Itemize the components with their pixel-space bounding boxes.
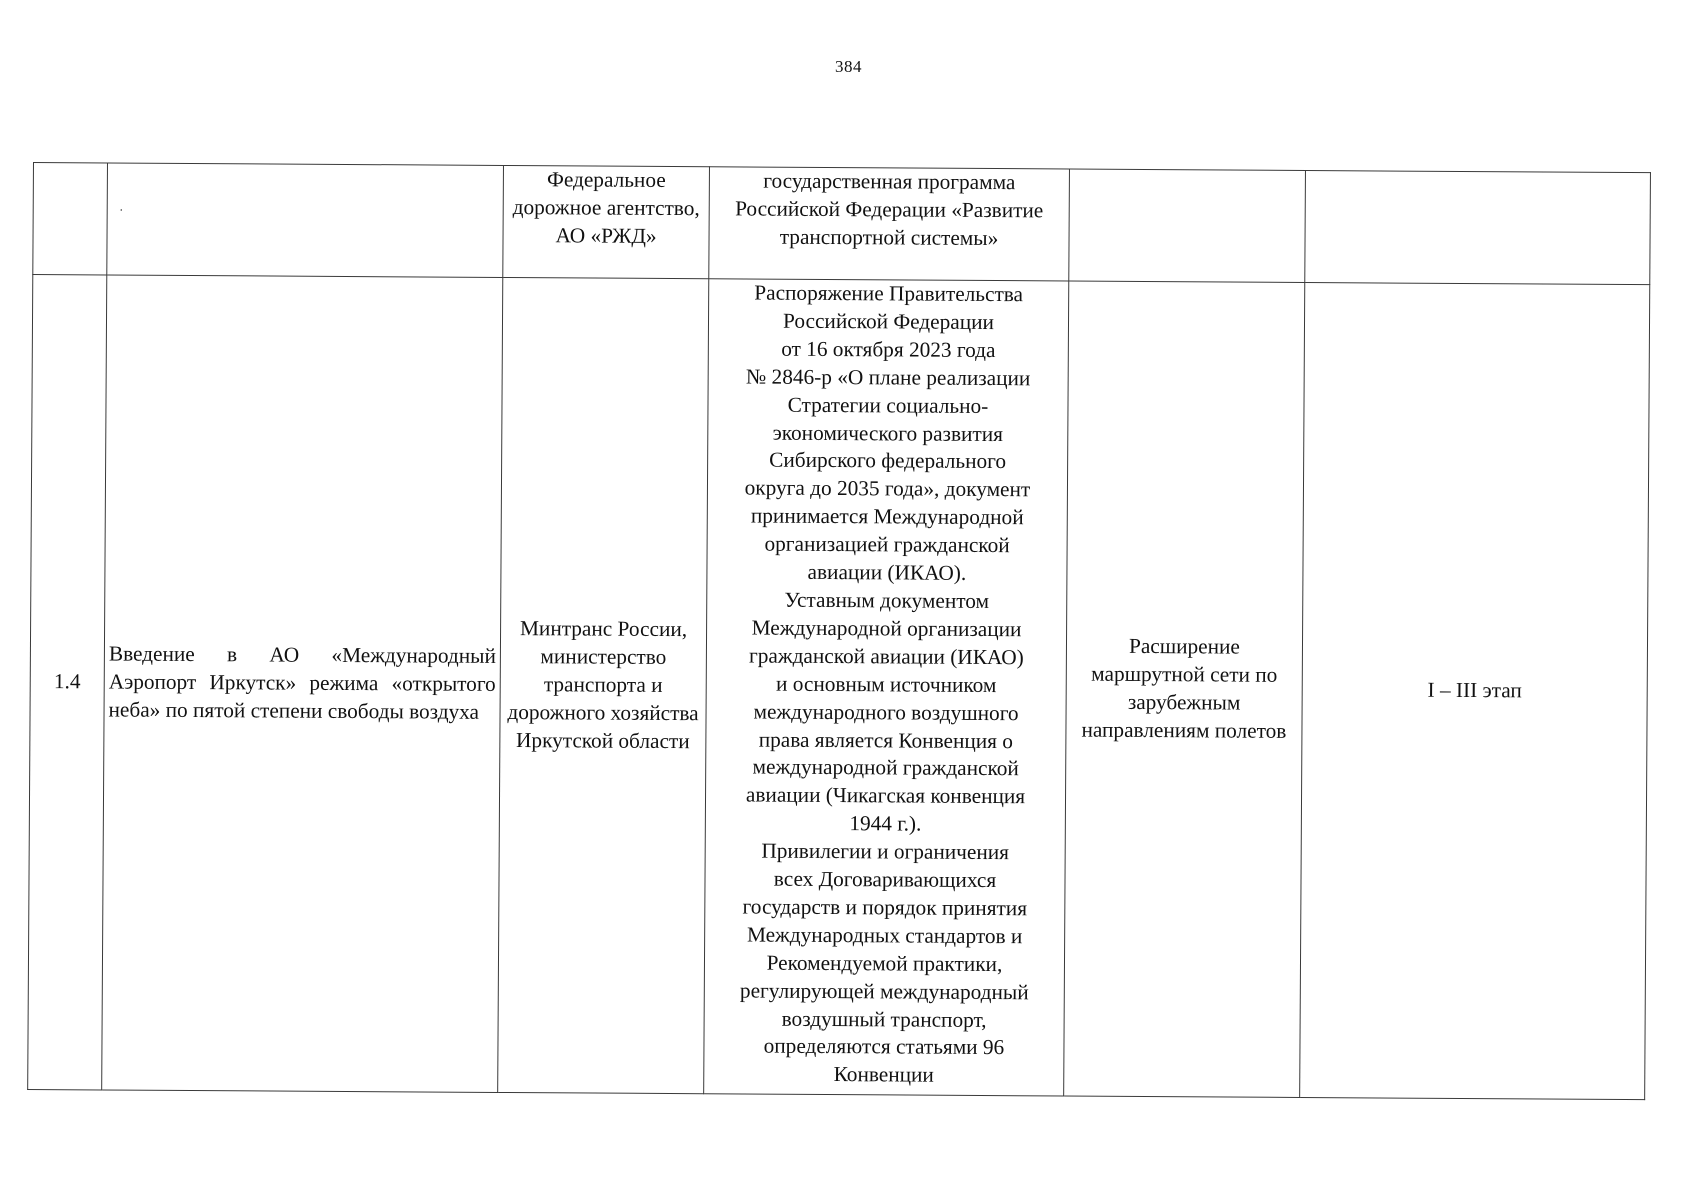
cell-number xyxy=(33,163,108,275)
basis-line: авиации (Чикагская конвенция xyxy=(745,782,1026,809)
implementation-period: I – III этап xyxy=(1300,282,1650,1099)
basis-line: международного воздушного xyxy=(753,699,1019,725)
basis-line: и основным источником xyxy=(775,671,997,697)
basis-line: Международных стандартов и xyxy=(746,922,1023,949)
basis-line: экономического развития xyxy=(772,420,1004,446)
basis-line: гражданской авиации (ИКАО) xyxy=(748,643,1024,670)
cell-basis: государственная программа Российской Федерации «Развитие транспортной системы» xyxy=(709,167,1070,281)
basis-line: от 16 октября 2023 года xyxy=(781,336,996,362)
basis-line: государств и порядок принятия xyxy=(742,894,1028,921)
basis-line: Стратегии социально- xyxy=(787,392,989,418)
basis-line: авиации (ИКАО). xyxy=(807,559,967,585)
cell-period xyxy=(1305,170,1651,284)
basis-line: определяются статьями 96 xyxy=(763,1034,1005,1060)
dot-mark: . xyxy=(119,199,123,214)
basis-line: Российской Федерации xyxy=(783,308,995,334)
basis-line: 1944 г.). xyxy=(849,811,922,836)
measure-description: Введение в АО «Международный Аэропорт Иркутск» режима «открытого неба» по пятой степени свободы воздуха xyxy=(102,275,503,1092)
basis-line: Сибирского федерального xyxy=(769,448,1007,474)
basis-line: права является Конвенция о xyxy=(758,727,1014,753)
basis-line: принимается Международной xyxy=(750,503,1024,530)
document-table xyxy=(27,162,1651,1100)
responsible-executors: Минтранс России, министерство транспорта и дорожного хозяйства Иркутской области xyxy=(498,277,709,1093)
cell-measure xyxy=(107,163,504,277)
basis-line: № 2846-р «О плане реализации xyxy=(745,364,1031,390)
basis-line: регулирующей международный xyxy=(739,978,1029,1004)
expected-result: Расширение маршрутной сети по зарубежным направлениям полетов xyxy=(1064,281,1305,1097)
basis-line: организацией гражданской xyxy=(764,531,1010,558)
basis-line: Международной организации xyxy=(751,615,1022,642)
basis-line: Рекомендуемой практики, xyxy=(766,950,1003,976)
page-number: 384 xyxy=(835,57,862,76)
continuation-row xyxy=(33,163,1651,285)
basis-line: всех Договаривающихся xyxy=(773,866,997,893)
basis-line: Конвенции xyxy=(833,1062,934,1088)
cell-result xyxy=(1069,169,1306,282)
table-row-1-4 xyxy=(28,275,1650,1100)
basis-line: Привилегии и ограничения xyxy=(761,838,1010,865)
basis-line: Распоряжение Правительства xyxy=(754,280,1024,307)
basis-line: округа до 2035 года», документ xyxy=(744,475,1031,502)
basis-line: международной гражданской xyxy=(752,754,1019,781)
basis-line: воздушный транспорт, xyxy=(781,1006,987,1032)
basis-line: Уставным документом xyxy=(784,587,990,613)
cell-responsible: Федеральное дорожное агентство, АО «РЖД» xyxy=(503,165,710,278)
basis-document xyxy=(704,279,1069,1096)
row-number: 1.4 xyxy=(28,275,107,1090)
